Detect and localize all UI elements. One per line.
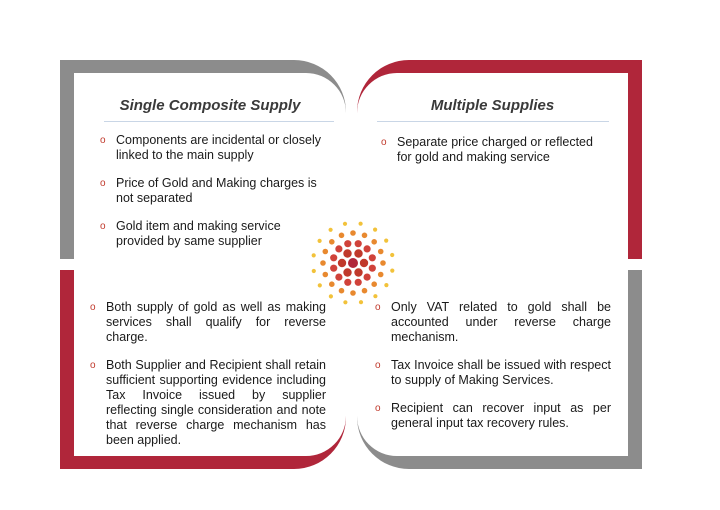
burst-dot xyxy=(360,259,368,267)
burst-dot xyxy=(312,253,316,257)
burst-dot xyxy=(312,269,316,273)
burst-dot xyxy=(371,281,377,287)
burst-dot xyxy=(318,283,322,287)
burst-dot xyxy=(329,294,333,298)
burst-dot xyxy=(355,279,362,286)
burst-dot xyxy=(380,260,386,266)
burst-dot xyxy=(390,269,394,273)
burst-dot xyxy=(343,249,351,257)
burst-dot xyxy=(343,222,347,226)
burst-dot xyxy=(355,240,362,247)
burst-dot xyxy=(350,230,356,236)
list-item: o Both supply of gold as well as making services shall qualify for reverse charge. xyxy=(90,300,326,344)
burst-dot xyxy=(339,233,345,239)
burst-dot xyxy=(320,260,326,266)
list-item: o Price of Gold and Making charges is not separated xyxy=(100,176,317,205)
burst-dot xyxy=(348,258,358,268)
burst-dot xyxy=(344,279,351,286)
burst-dot xyxy=(364,274,371,281)
bullet-icon: o xyxy=(381,137,387,148)
bullet-list xyxy=(90,300,326,461)
burst-dot xyxy=(378,249,384,255)
burst-dot xyxy=(362,288,368,294)
bullet-list xyxy=(381,135,609,178)
burst-dot xyxy=(364,245,371,252)
burst-dot xyxy=(335,245,342,252)
burst-dot xyxy=(329,281,335,287)
burst-dot xyxy=(359,222,363,226)
bullet-icon: o xyxy=(375,360,381,371)
bullet-icon: o xyxy=(90,302,96,313)
burst-dot xyxy=(373,228,377,232)
reverse-charge-panel xyxy=(60,270,346,469)
burst-dot xyxy=(329,239,335,245)
bullet-icon: o xyxy=(100,135,106,146)
burst-dot xyxy=(354,268,362,276)
burst-dot xyxy=(359,300,363,304)
burst-dot xyxy=(362,233,368,239)
burst-dot xyxy=(371,239,377,245)
list-item: o Both Supplier and Recipient shall retain sufficient supporting evidence including Tax Invoice issued by supplier reflecting single consideration and note that reverse charge mechanism has been applied. xyxy=(90,358,326,447)
burst-dot xyxy=(390,253,394,257)
panel-title: Single Composite Supply xyxy=(119,97,301,114)
burst-dot xyxy=(344,240,351,247)
burst-dot xyxy=(323,249,329,255)
panel-title: Multiple Supplies xyxy=(430,97,555,114)
burst-dot xyxy=(338,259,346,267)
bullet-icon: o xyxy=(375,403,381,414)
burst-dot xyxy=(369,254,376,261)
single-composite-supply-panel xyxy=(60,60,346,259)
burst-dot xyxy=(343,268,351,276)
burst-dot xyxy=(323,272,329,278)
burst-dot xyxy=(339,288,345,294)
bullet-icon: o xyxy=(100,221,106,232)
burst-dot xyxy=(378,272,384,278)
burst-dot xyxy=(318,239,322,243)
burst-dot xyxy=(354,249,362,257)
list-item: o Only VAT related to gold shall be accounted under reverse charge mechanism. xyxy=(375,300,611,344)
dot-burst-icon xyxy=(305,215,401,311)
burst-dot xyxy=(330,265,337,272)
burst-dot xyxy=(343,300,347,304)
burst-dot xyxy=(350,290,356,296)
burst-dot xyxy=(330,254,337,261)
bullet-icon: o xyxy=(90,360,96,371)
bullet-icon: o xyxy=(100,178,106,189)
burst-dot xyxy=(384,239,388,243)
bullet-icon: o xyxy=(375,302,381,313)
list-item: o Gold item and making service provided by same supplier xyxy=(100,219,281,248)
burst-dot xyxy=(329,228,333,232)
list-item: o Recipient can recover input as per general input tax recovery rules. xyxy=(375,401,611,430)
bullet-list xyxy=(375,300,611,444)
list-item: o Tax Invoice shall be issued with respect to supply of Making Services. xyxy=(375,358,611,387)
burst-dot xyxy=(335,274,342,281)
bullet-list xyxy=(100,133,330,262)
burst-dot xyxy=(384,283,388,287)
title-divider xyxy=(104,121,334,122)
title-divider xyxy=(377,121,609,122)
burst-dot xyxy=(369,265,376,272)
list-item: o Separate price charged or reflected for gold and making service xyxy=(381,135,593,164)
burst-dot xyxy=(373,294,377,298)
list-item: o Components are incidental or closely linked to the main supply xyxy=(100,133,321,162)
